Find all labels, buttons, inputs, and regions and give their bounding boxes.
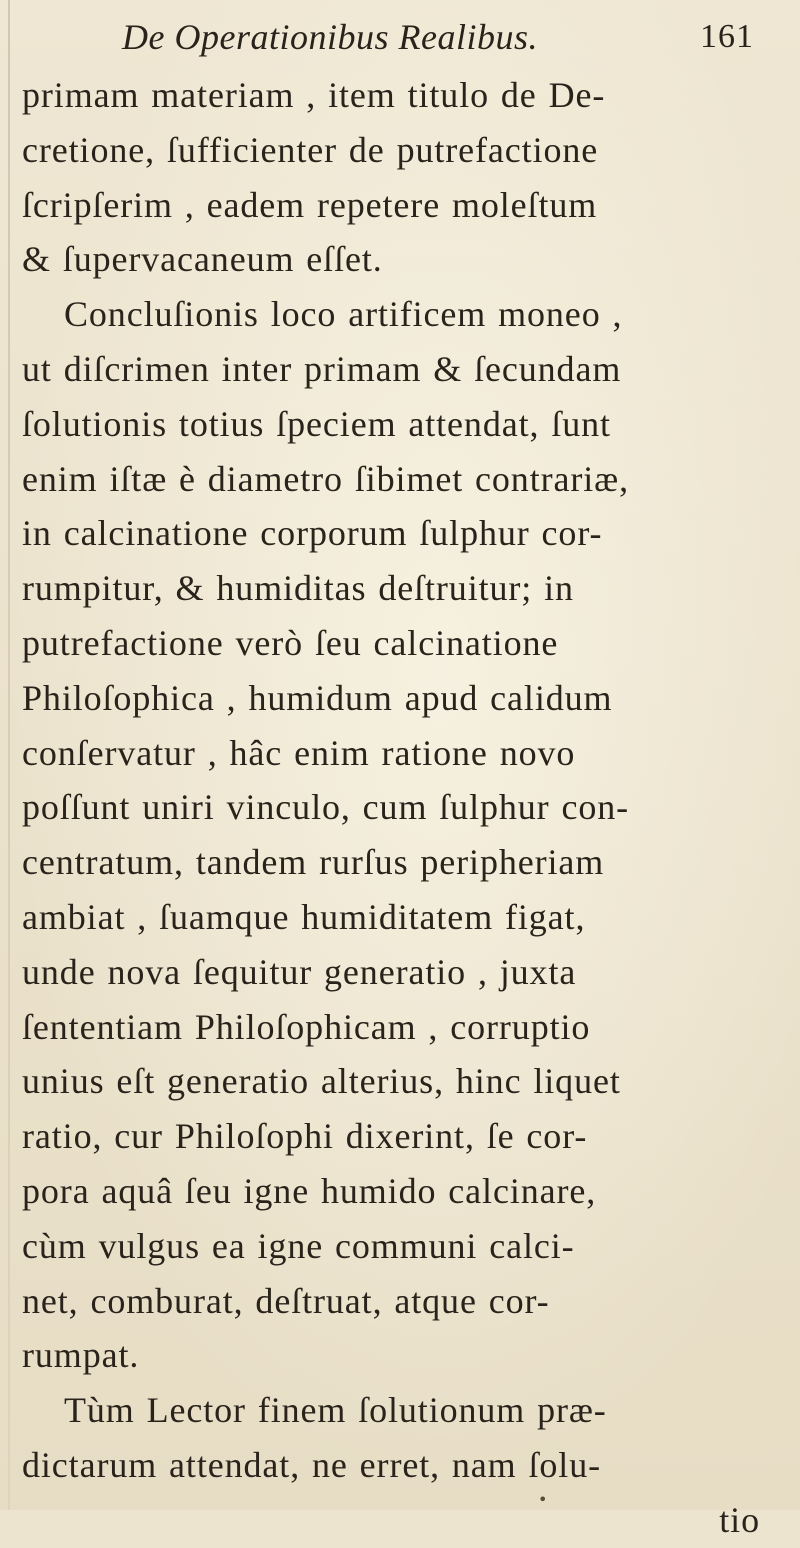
text-line: conſervatur , hâc enim ratione novo <box>22 732 576 773</box>
text-line: cretione, ſufficienter de putrefactione <box>22 129 599 170</box>
text-line: net, comburat, deſtruat, atque cor- <box>22 1280 550 1321</box>
text-line: putrefactione verò ſeu calcinatione <box>22 622 559 663</box>
paragraph-start-line: Concluſionis loco artificem moneo , <box>64 294 623 335</box>
text-line: ratio, cur Philoſophi dixerint, ſe cor- <box>22 1116 588 1157</box>
body-text <box>22 68 762 1548</box>
text-line: primam materiam , item titulo de De- <box>22 75 606 115</box>
text-line: ambiat , ſuamque humiditatem figat, <box>22 896 586 937</box>
text-line: poſſunt uniri vinculo, cum ſulphur con- <box>22 787 630 828</box>
text-line: ſententiam Philoſophicam , corruptio <box>22 1006 591 1047</box>
text-line: centratum, tandem rurſus peripheriam <box>22 842 605 883</box>
text-line: rumpitur, & humiditas deſtruitur; in <box>22 568 574 609</box>
text-line: unde nova ſequitur generatio , juxta <box>22 951 577 992</box>
paragraph-start-line: Tùm Lector finem ſolutionum præ- <box>64 1390 607 1431</box>
text-line: dictarum attendat, ne erret, nam ſolu- <box>22 1444 601 1485</box>
text-line: ſolutionis totius ſpeciem attendat, ſunt <box>22 403 611 444</box>
text-line: enim iſtæ è diametro ſibimet contrariæ, <box>22 458 629 499</box>
page-header <box>0 12 800 62</box>
running-title: De Operationibus Realibus. <box>122 17 538 57</box>
text-line: ſcripſerim , eadem repetere moleſtum <box>22 184 598 225</box>
ink-speck: • <box>538 1490 548 1509</box>
text-line: pora aquâ ſeu igne humido calcinare, <box>22 1170 597 1211</box>
page-gutter-edge <box>8 0 10 1510</box>
catchword: tio <box>719 1499 760 1540</box>
text-line: unius eſt generatio alterius, hinc liquet <box>22 1061 621 1102</box>
text-line: Philoſophica , humidum apud calidum <box>22 677 613 718</box>
text-line: & ſupervacaneum eſſet. <box>22 239 383 280</box>
text-line: cùm vulgus ea igne communi calci- <box>22 1225 575 1266</box>
page-number: 161 <box>700 18 754 55</box>
text-line: rumpat. <box>22 1335 140 1376</box>
text-line: in calcinatione corporum ſulphur cor- <box>22 513 603 554</box>
text-line: ut diſcrimen inter primam & ſecundam <box>22 348 622 389</box>
